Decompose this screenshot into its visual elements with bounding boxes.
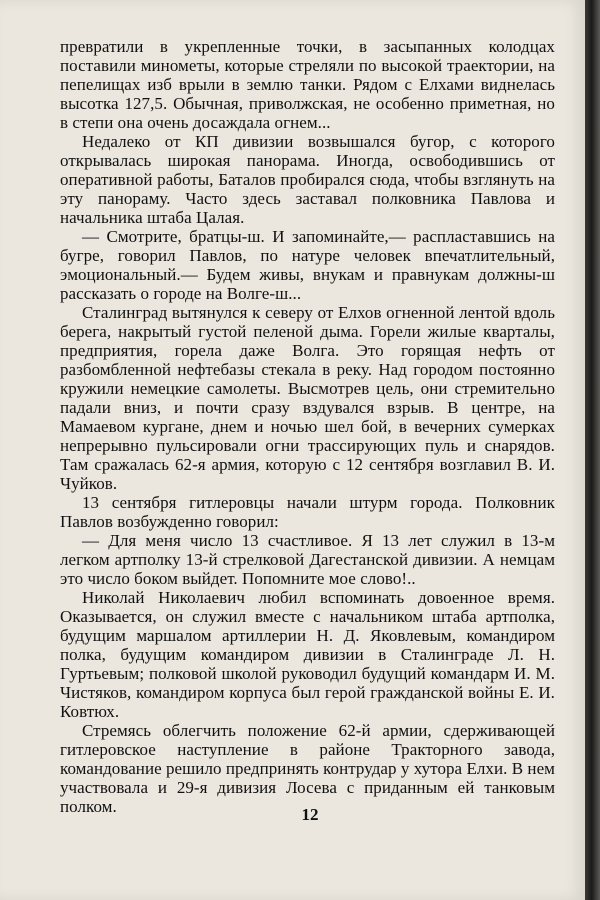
paragraph-7: Николай Николаевич любил вспоминать довоенное время. Оказывается, он служил вместе с начальником штаба артполка, будущим маршалом артиллерии Н. Д. Яковлевым, командиром полка, будущим командиром дивизии в Сталинграде Л. Н. Гуртьевым; полковой школой руководил будущий командарм И. М. Чистяков, командиром корпуса был герой гражданской войны Е. И. Ковтюх. [60, 588, 555, 721]
paragraph-5: 13 сентября гитлеровцы начали штурм города. Полковник Павлов возбужденно говорил: [60, 493, 555, 531]
paragraph-8: Стремясь облегчить положение 62-й армии, сдерживающей гитлеровское наступление в районе Тракторного завода, командование решило предпринять контрудар у хутора Елхи. В нем участвовала и 29-я дивизия Лосева с приданным ей танковым полком. [60, 721, 555, 816]
paragraph-1: превратили в укрепленные точки, в засыпанных колодцах поставили минометы, которые стреляли по высокой траектории, на пепелищах изб врыли в землю танки. Рядом с Елхами виднелась высотка 127,5. Обычная, приволжская, не особенно приметная, но в степи она очень досаждала огнем... [60, 37, 555, 132]
page-number: 12 [301, 805, 319, 824]
paragraph-6: — Для меня число 13 счастливое. Я 13 лет служил в 13-м легком артполку 13-й стрелковой Дагестанской дивизии. А немцам это число боком выйдет. Попомните мое слово!.. [60, 531, 555, 588]
paragraph-4: Сталинград вытянулся к северу от Елхов огненной лентой вдоль берега, накрытый густой пеленой дыма. Горели жилые кварталы, предприятия, горела даже Волга. Это горящая нефть от разбомбленной нефтебазы стекала в реку. Над городом постоянно кружили немецкие самолеты. Высмотрев цель, они стремительно падали вниз, и почти сразу вздувался взрыв. В центре, на Мамаевом кургане, днем и ночью шел бой, в вечерних сумерках непрерывно пульсировали огни трассирующих пуль и снарядов. Там сражалась 62-я армия, которую с 12 сентября возглавил В. И. Чуйков. [60, 303, 555, 493]
paragraph-2: Недалеко от КП дивизии возвышался бугор, с которого открывалась широкая панорама. Иногда, освободившись от оперативной работы, Баталов пробирался сюда, чтобы взглянуть на эту панораму. Часто здесь заставал полковника Павлова и начальника штаба Цалая. [60, 132, 555, 227]
page-edge-shadow [585, 0, 600, 900]
paragraph-3: — Смотрите, братцы-ш. И запоминайте,— распластавшись на бугре, говорил Павлов, по натуре человек впечатлительный, эмоциональный.— Будем живы, внукам и правнукам должны-ш рассказать о городе на Волге-ш... [60, 227, 555, 303]
page-text [60, 37, 555, 816]
